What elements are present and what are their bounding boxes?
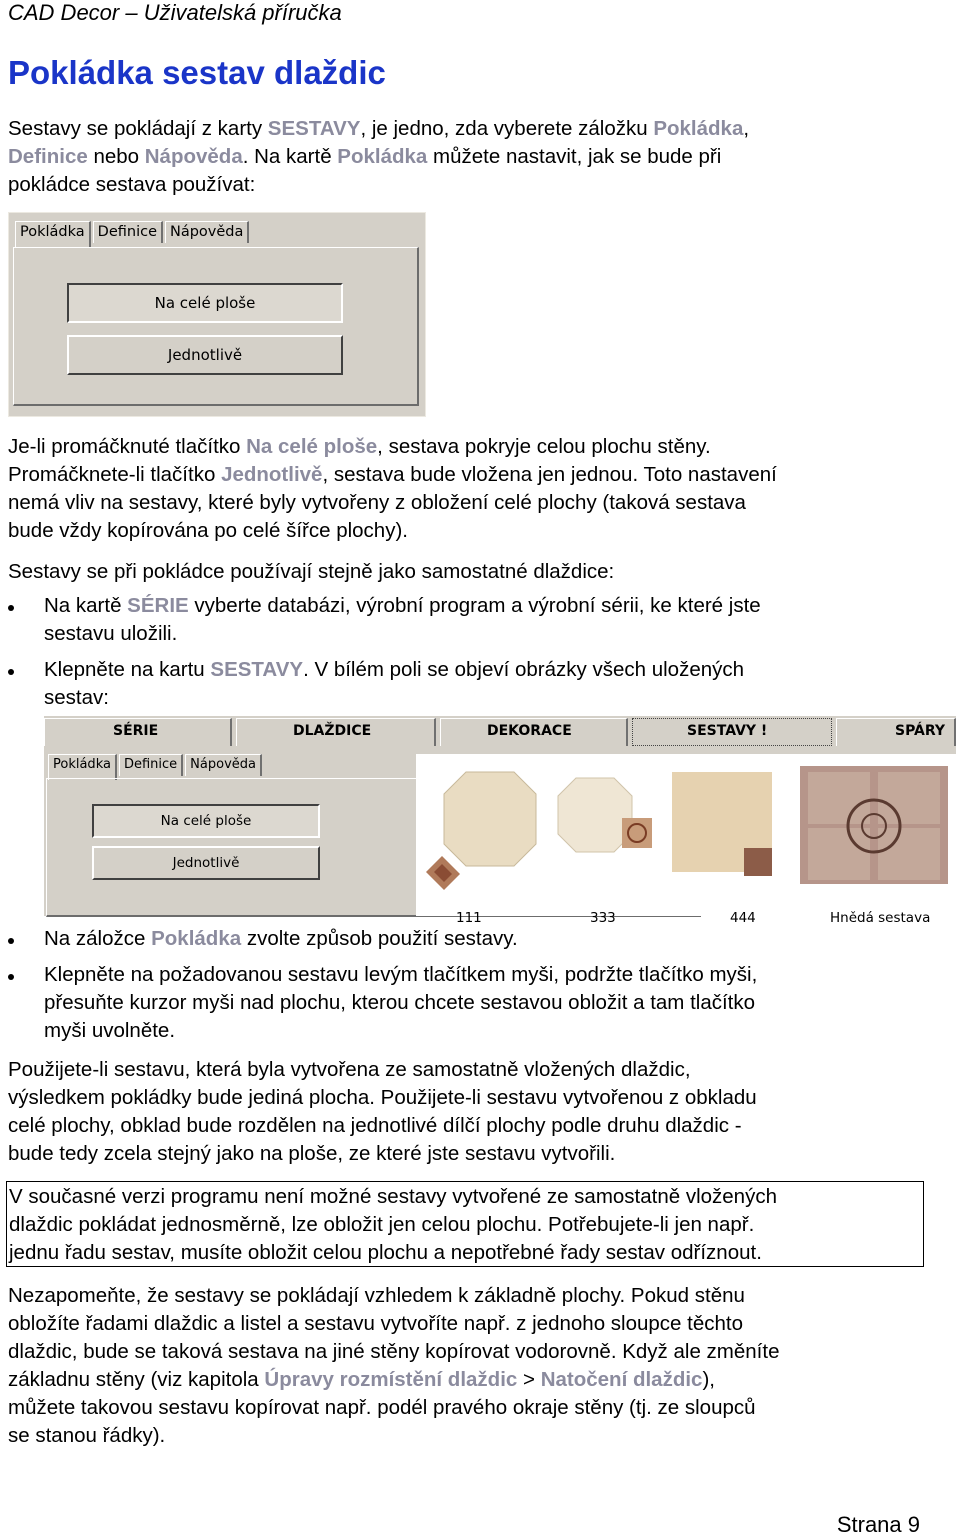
ref-serie: SÉRIE [127,594,189,617]
text: Klepněte na kartu [44,658,211,681]
text: Klepněte na požadovanou sestavu levým tlačítkem myši, podržte tlačítko myši, [44,963,758,986]
para2-line-4: bude vždy kopírována po celé šířce plochy). [8,519,408,542]
note-line-2: dlaždic pokládat jednosměrně, lze obložit jen celou plochu. Potřebujete-li jen např. [9,1213,755,1236]
text: zvolte způsob použití sestavy. [241,927,518,950]
text: myši uvolněte. [44,1019,176,1042]
text: Na kartě [44,594,128,617]
ref-napoveda: Nápověda [144,145,243,168]
text: vyberte databázi, výrobní program a výrobní sérii, ke které jste [188,594,761,617]
note-line-3: jednu řadu sestav, musíte obložit celou plochu a nepotřebné řady sestav odříznout. [9,1241,762,1264]
tab-dlazdice[interactable]: DLAŽDICE [236,718,436,746]
chapter-link[interactable]: Úpravy rozmístění dlaždic [264,1368,518,1391]
para5-line-3: dlaždic, bude se taková sestava na jiné stěny kopírovat vodorovně. Když ale změníte [8,1340,780,1363]
tab-spary[interactable]: SPÁRY [836,718,956,746]
note-box [6,1181,924,1267]
tab-serie[interactable]: SÉRIE [44,718,232,746]
para4-line-4: bude tedy zcela stejný jako na ploše, ze které jste sestavu vytvořili. [8,1142,616,1165]
sets-gallery[interactable] [416,754,956,926]
ref-definice: Definice [8,145,88,168]
bullet-icon [8,974,14,980]
para2-line-3: nemá vliv na sestavy, které byly vytvořeny z obložení celé plochy (taková sestava [8,491,746,514]
bullet-icon [8,938,14,944]
tab-napoveda[interactable]: Nápověda [185,754,262,776]
bullet-icon [8,669,14,675]
intro-line-2 [8,143,721,171]
tab-definice[interactable]: Definice [119,754,183,776]
set-caption: 111 [456,910,482,926]
text: . V bílém poli se objeví obrázky všech uložených [303,658,745,681]
note-line-1: V současné verzi programu není možné sestavy vytvořené ze samostatně vložených [9,1185,777,1208]
ref-sestavy: SESTAVY [210,658,304,681]
tab-dekorace[interactable]: DEKORACE [440,718,628,746]
text: > [517,1368,541,1391]
bullet-text [44,925,518,953]
whole-area-button[interactable]: Na celé ploše [92,804,320,838]
sub-tab-strip [48,754,264,780]
text: , je jedno, zda vyberete záložku [360,117,654,140]
ref-pokladka: Pokládka [151,927,242,950]
para4-line-3: celé plochy, obklad bude rozdělen na jednotlivé dílčí plochy podle druhu dlaždic - [8,1114,742,1137]
list-item [8,592,908,648]
text: Na záložce [44,927,152,950]
para3: Sestavy se při pokládce používají stejně jako samostatné dlaždice: [8,560,615,583]
para5-line-2: obložíte řadami dlaždic a listel a sestavu vytvoříte např. z jednoho sloupce těchto [8,1312,743,1335]
para4-line-1: Použijete-li sestavu, která byla vytvořena ze samostatně vložených dlaždic, [8,1058,691,1081]
para5-line-5: můžete takovou sestavu kopírovat např. podél pravého okraje stěny (tj. ze sloupců [8,1396,756,1419]
intro-line-1 [8,115,749,143]
text: sestavu uložili. [44,622,178,645]
tab-sestavy[interactable]: SESTAVY ! [632,718,832,746]
ref-pokladka: Pokládka [337,145,428,168]
text: , [743,117,750,140]
sets-card-screenshot [44,716,956,926]
ref-sestavy: SESTAVY [267,117,361,140]
text: nebo [87,145,145,168]
list-item [8,961,908,1045]
page-title: Pokládka sestav dlaždic [8,54,386,91]
para5-line-4 [8,1366,715,1394]
list-item [8,925,908,953]
text: Sestavy se pokládají z karty [8,117,268,140]
ref-single: Jednotlivě [221,463,323,486]
set-caption: 444 [730,910,756,926]
placement-dialog-screenshot [8,212,426,417]
tab-definice[interactable]: Definice [93,221,163,243]
ref-whole-area: Na celé ploše [246,435,378,458]
tab-napoveda[interactable]: Nápověda [165,221,249,243]
text: ), [702,1368,715,1391]
text: , sestava bude vložena jen jednou. [322,463,639,486]
set-thumbnail-hneda[interactable] [800,756,950,906]
bullet-text [44,592,761,648]
ref-pokladka: Pokládka [653,117,744,140]
para4-line-2: výsledkem pokládky bude jediná plocha. Použijete-li sestavu vytvořenou z obkladu [8,1086,757,1109]
text: můžete nastavit, jak se bude při [427,145,722,168]
text: přesuňte kurzor myši nad plochu, kterou chcete sestavou obložit a tam tlačítko [44,991,756,1014]
bullet-text [44,961,757,1045]
text: , sestava pokryje celou plochu stěny. [377,435,711,458]
set-thumbnail-333[interactable] [550,774,660,884]
para2-line-2 [8,461,777,489]
page-number: Strana 9 [836,1512,920,1537]
tab-strip [15,221,251,247]
para2-line-1 [8,433,711,461]
single-button[interactable]: Jednotlivě [92,846,320,880]
para5-line-6: se stanou řádky). [8,1424,166,1447]
single-button[interactable]: Jednotlivě [67,335,343,375]
text: Je-li promáčknuté tlačítko [8,435,247,458]
text: Toto nastavení [638,463,777,486]
text: Promáčknete-li tlačítko [8,463,222,486]
text: . Na kartě [242,145,338,168]
tab-pokladka[interactable]: Pokládka [15,221,91,247]
bullet-icon [8,605,14,611]
bullet-text [44,656,744,712]
tab-panel [13,247,419,406]
set-caption: Hnědá sestava [830,910,931,926]
running-header: CAD Decor – Uživatelská příručka [8,0,342,25]
set-thumbnail-111[interactable] [426,760,546,900]
set-caption: 333 [590,910,616,926]
list-item [8,656,908,712]
section-link[interactable]: Natočení dlaždic [540,1368,703,1391]
para5-line-1: Nezapomeňte, že sestavy se pokládají vzhledem k základně plochy. Pokud stěnu [8,1284,745,1307]
intro-line-3: pokládce sestava používat: [8,173,256,196]
text: sestav: [44,686,109,709]
set-thumbnail-444[interactable] [670,760,780,900]
tab-pokladka[interactable]: Pokládka [48,754,117,780]
text: základnu stěny (viz kapitola [8,1368,265,1391]
whole-area-button[interactable]: Na celé ploše [67,283,343,323]
